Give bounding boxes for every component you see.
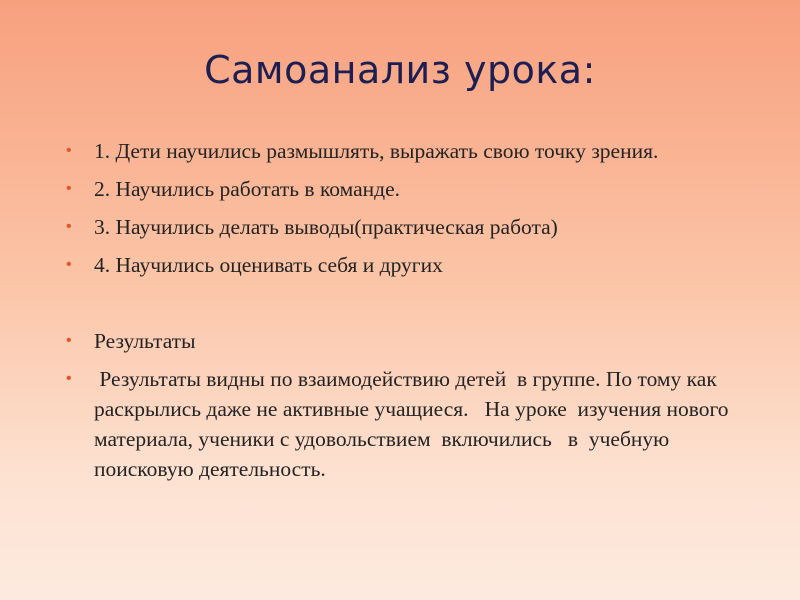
bullet-icon: •: [66, 256, 72, 273]
bullet-icon: •: [66, 332, 72, 349]
list-item: [66, 364, 766, 484]
slide-title: Самоанализ урока:: [204, 48, 596, 92]
list-spacer: [66, 288, 766, 318]
bullet-icon: •: [66, 218, 72, 235]
bullet-icon: •: [66, 142, 72, 159]
list-item-text: Результаты видны по взаимодействию детей в группе. По тому как раскрылись даже не активные учащиеся. На уроке изучения нового материала, ученики с удовольствием включились в учебную поисковую деятельность.: [94, 367, 734, 481]
list-item-text: 1. Дети научились размышлять, выражать свою точку зрения.: [94, 139, 659, 163]
list-item: [66, 174, 766, 204]
list-item-text: 3. Научились делать выводы(практическая работа): [94, 215, 558, 239]
list-item-text: Результаты: [94, 329, 196, 353]
bullet-list: [66, 136, 766, 492]
list-item-text: 4. Научились оценивать себя и других: [94, 253, 443, 277]
list-item: [66, 326, 766, 356]
list-item: [66, 136, 766, 166]
list-item-text: 2. Научились работать в команде.: [94, 177, 401, 201]
list-item: [66, 212, 766, 242]
list-item: [66, 250, 766, 280]
bullet-icon: •: [66, 180, 72, 197]
bullet-icon: •: [66, 370, 72, 387]
